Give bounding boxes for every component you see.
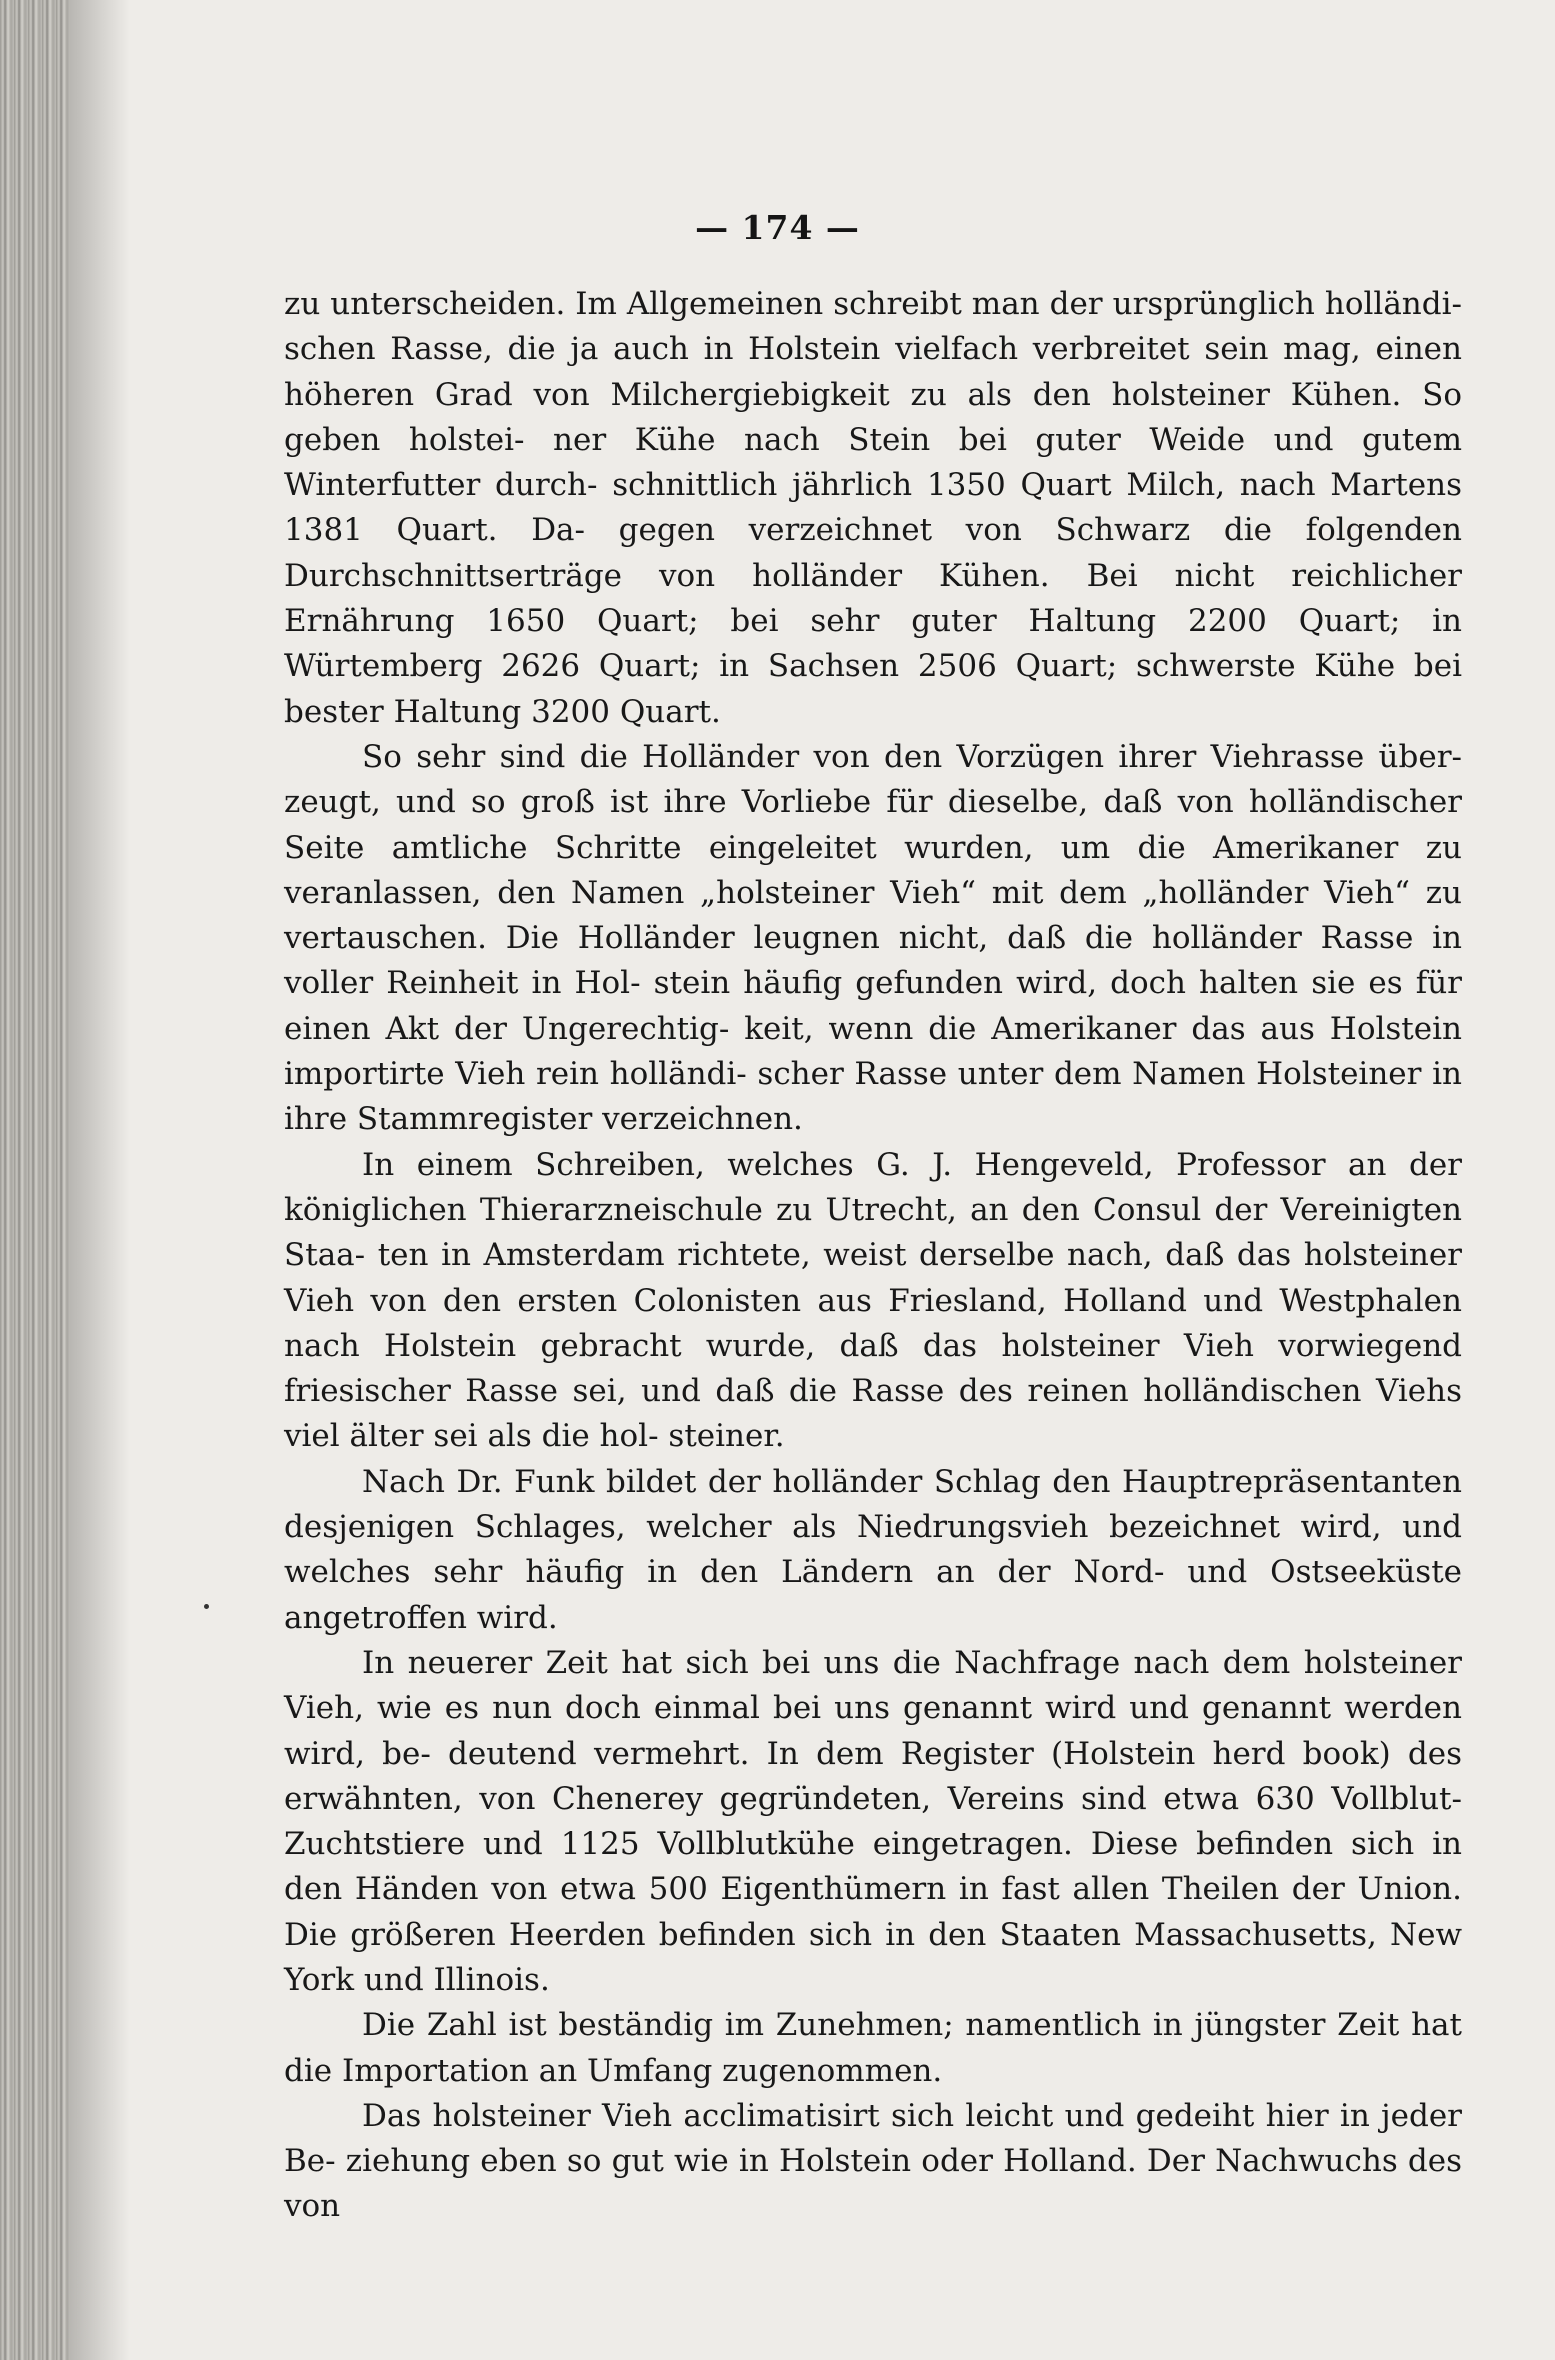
paragraph-3: In einem Schreiben, welches G. J. Hengeveld, Professor an der königlichen Thierarzneischule zu Utrecht, an den Consul der Vereinigten Staa- ten in Amsterdam richtete, weist derselbe nach, daß das holsteiner Vieh von den ersten Colonisten aus Friesland, Holland und Westphalen nach Holstein gebracht wurde, daß das holsteiner Vieh vorwiegend friesischer Rasse sei, und daß die Rasse des reinen holländischen Viehs viel älter sei als die hol- steiner. [284,1146,1462,1455]
paragraph-1: zu unterscheiden. Im Allgemeinen schreibt man der ursprünglich holländi- schen Rasse, die ja auch in Holstein vielfach verbreitet sein mag, einen höheren Grad von Milchergiebigkeit zu als den holsteiner Kühen. So geben holstei- ner Kühe nach Stein bei guter Weide und gutem Winterfutter durch- schnittlich jährlich 1350 Quart Milch, nach Martens 1381 Quart. Da- gegen verzeichnet von Schwarz die folgenden Durchschnittserträge von holländer Kühen. Bei nicht reichlicher Ernährung 1650 Quart; bei sehr guter Haltung 2200 Quart; in Würtemberg 2626 Quart; in Sachsen 2506 Quart; schwerste Kühe bei bester Haltung 3200 Quart. [284,286,1462,730]
paragraph-7: Das holsteiner Vieh acclimatisirt sich leicht und gedeiht hier in jeder Be- ziehung eben so gut wie in Holstein oder Holland. Der Nachwuchs des von [284,2097,1462,2225]
gutter-shadow [70,0,130,2360]
ink-speck [204,1604,209,1609]
paragraph-4: Nach Dr. Funk bildet der holländer Schlag den Hauptrepräsentanten desjenigen Schlages, welcher als Niedrungsvieh bezeichnet wird, und welches sehr häufig in den Ländern an der Nord- und Ostseeküste angetroffen wird. [284,1463,1462,1636]
body-text [284,282,1462,2230]
page-number: — 174 — [695,208,860,247]
paragraph-5: In neuerer Zeit hat sich bei uns die Nachfrage nach dem holsteiner Vieh, wie es nun doch einmal bei uns genannt wird und genannt werden wird, be- deutend vermehrt. In dem Register (Holstein herd book) des erwähnten, von Chenerey gegründeten, Vereins sind etwa 630 Vollblut-Zuchtstiere und 1125 Vollblutkühe eingetragen. Diese befinden sich in den Händen von etwa 500 Eigenthümern in fast allen Theilen der Union. Die größeren Heerden befinden sich in den Staaten Massachusetts, New York und Illinois. [284,1644,1462,1998]
book-binding-edge [0,0,70,2360]
paragraph-6: Die Zahl ist beständig im Zunehmen; namentlich in jüngster Zeit hat die Importation an Umfang zugenommen. [284,2007,1462,2089]
paragraph-2: So sehr sind die Holländer von den Vorzügen ihrer Viehrasse über- zeugt, und so groß ist ihre Vorliebe für dieselbe, daß von holländischer Seite amtliche Schritte eingeleitet wurden, um die Amerikaner zu veranlassen, den Namen „holsteiner Vieh“ mit dem „holländer Vieh“ zu vertauschen. Die Holländer leugnen nicht, daß die holländer Rasse in voller Reinheit in Hol- stein häufig gefunden wird, doch halten sie es für einen Akt der Ungerechtig- keit, wenn die Amerikaner das aus Holstein importirte Vieh rein holländi- scher Rasse unter dem Namen Holsteiner in ihre Stammregister verzeichnen. [284,738,1462,1138]
